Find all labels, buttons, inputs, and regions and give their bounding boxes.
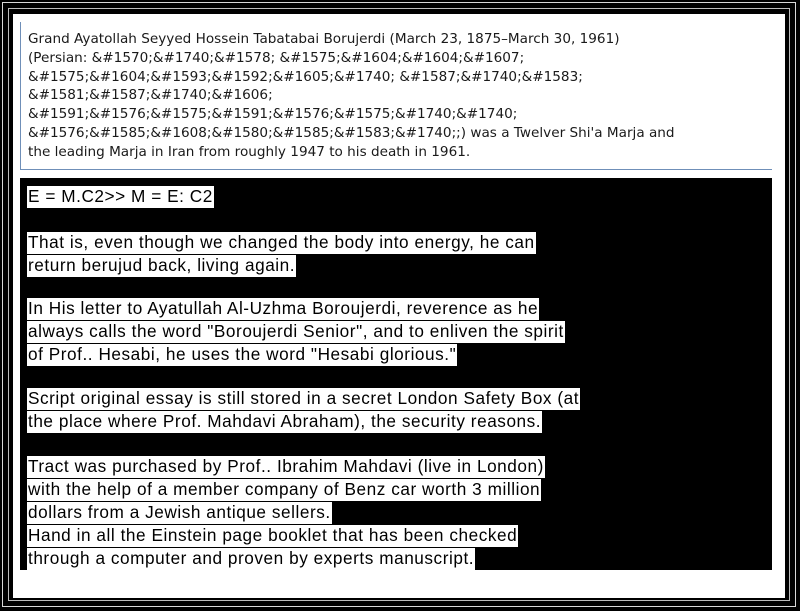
wiki-line: Grand Ayatollah Seyyed Hossein Tabatabai Borujerdi (March 23, 1875–March 30, 1961) (28, 31, 620, 47)
highlight-line: of Prof.. Hesabi, he uses the word "Hesabi glorious." (28, 344, 457, 364)
purchase-paragraph (27, 456, 545, 571)
wiki-excerpt-box (20, 22, 772, 170)
wiki-line: &#1581;&#1587;&#1740;&#1606; (28, 87, 273, 104)
energy-paragraph (27, 232, 536, 278)
wiki-line: &#1576;&#1585;&#1608;&#1580;&#1585;&#1583;&#1740;;) was a Twelver Shi'a Marja and (28, 124, 675, 141)
wiki-line: the leading Marja in Iran from roughly 1947 to his death in 1961. (28, 143, 471, 160)
highlight-line: Script original essay is still stored in a secret London Safety Box (at (28, 388, 580, 408)
highlight-line: Hand in all the Einstein page booklet that has been checked (28, 525, 518, 545)
formula-paragraph (27, 186, 214, 209)
wiki-line: &#1575;&#1604;&#1593;&#1592;&#1605;&#1740; &#1587;&#1740;&#1583; (28, 68, 583, 85)
highlight-line: E = M.C2>> M = E: C2 (28, 186, 213, 206)
highlight-line: dollars from a Jewish antique sellers. (28, 502, 331, 522)
highlight-line: through a computer and proven by experts manuscript. (28, 548, 475, 568)
highlight-line: return berujud back, living again. (28, 255, 296, 275)
highlight-line: the place where Prof. Mahdavi Abraham), the security reasons. (28, 411, 542, 431)
highlight-line: In His letter to Ayatullah Al-Uzhma Boroujerdi, reverence as he (28, 298, 539, 318)
highlight-line: always calls the word "Boroujerdi Senior", and to enliven the spirit (28, 321, 564, 341)
safety-box-paragraph (27, 388, 580, 434)
highlight-line: That is, even though we changed the body into energy, he can (28, 232, 535, 252)
highlight-line: Tract was purchased by Prof.. Ibrahim Mahdavi (live in London) (28, 456, 544, 476)
highlight-line: with the help of a member company of Benz car worth 3 million (28, 479, 541, 499)
wiki-line: (Persian: &#1570;&#1740;&#1578; &#1575;&#1604;&#1604;&#1607; (28, 49, 525, 66)
wiki-line: &#1591;&#1576;&#1575;&#1591;&#1576;&#1575;&#1740;&#1740; (28, 106, 518, 123)
letter-paragraph (27, 298, 565, 367)
